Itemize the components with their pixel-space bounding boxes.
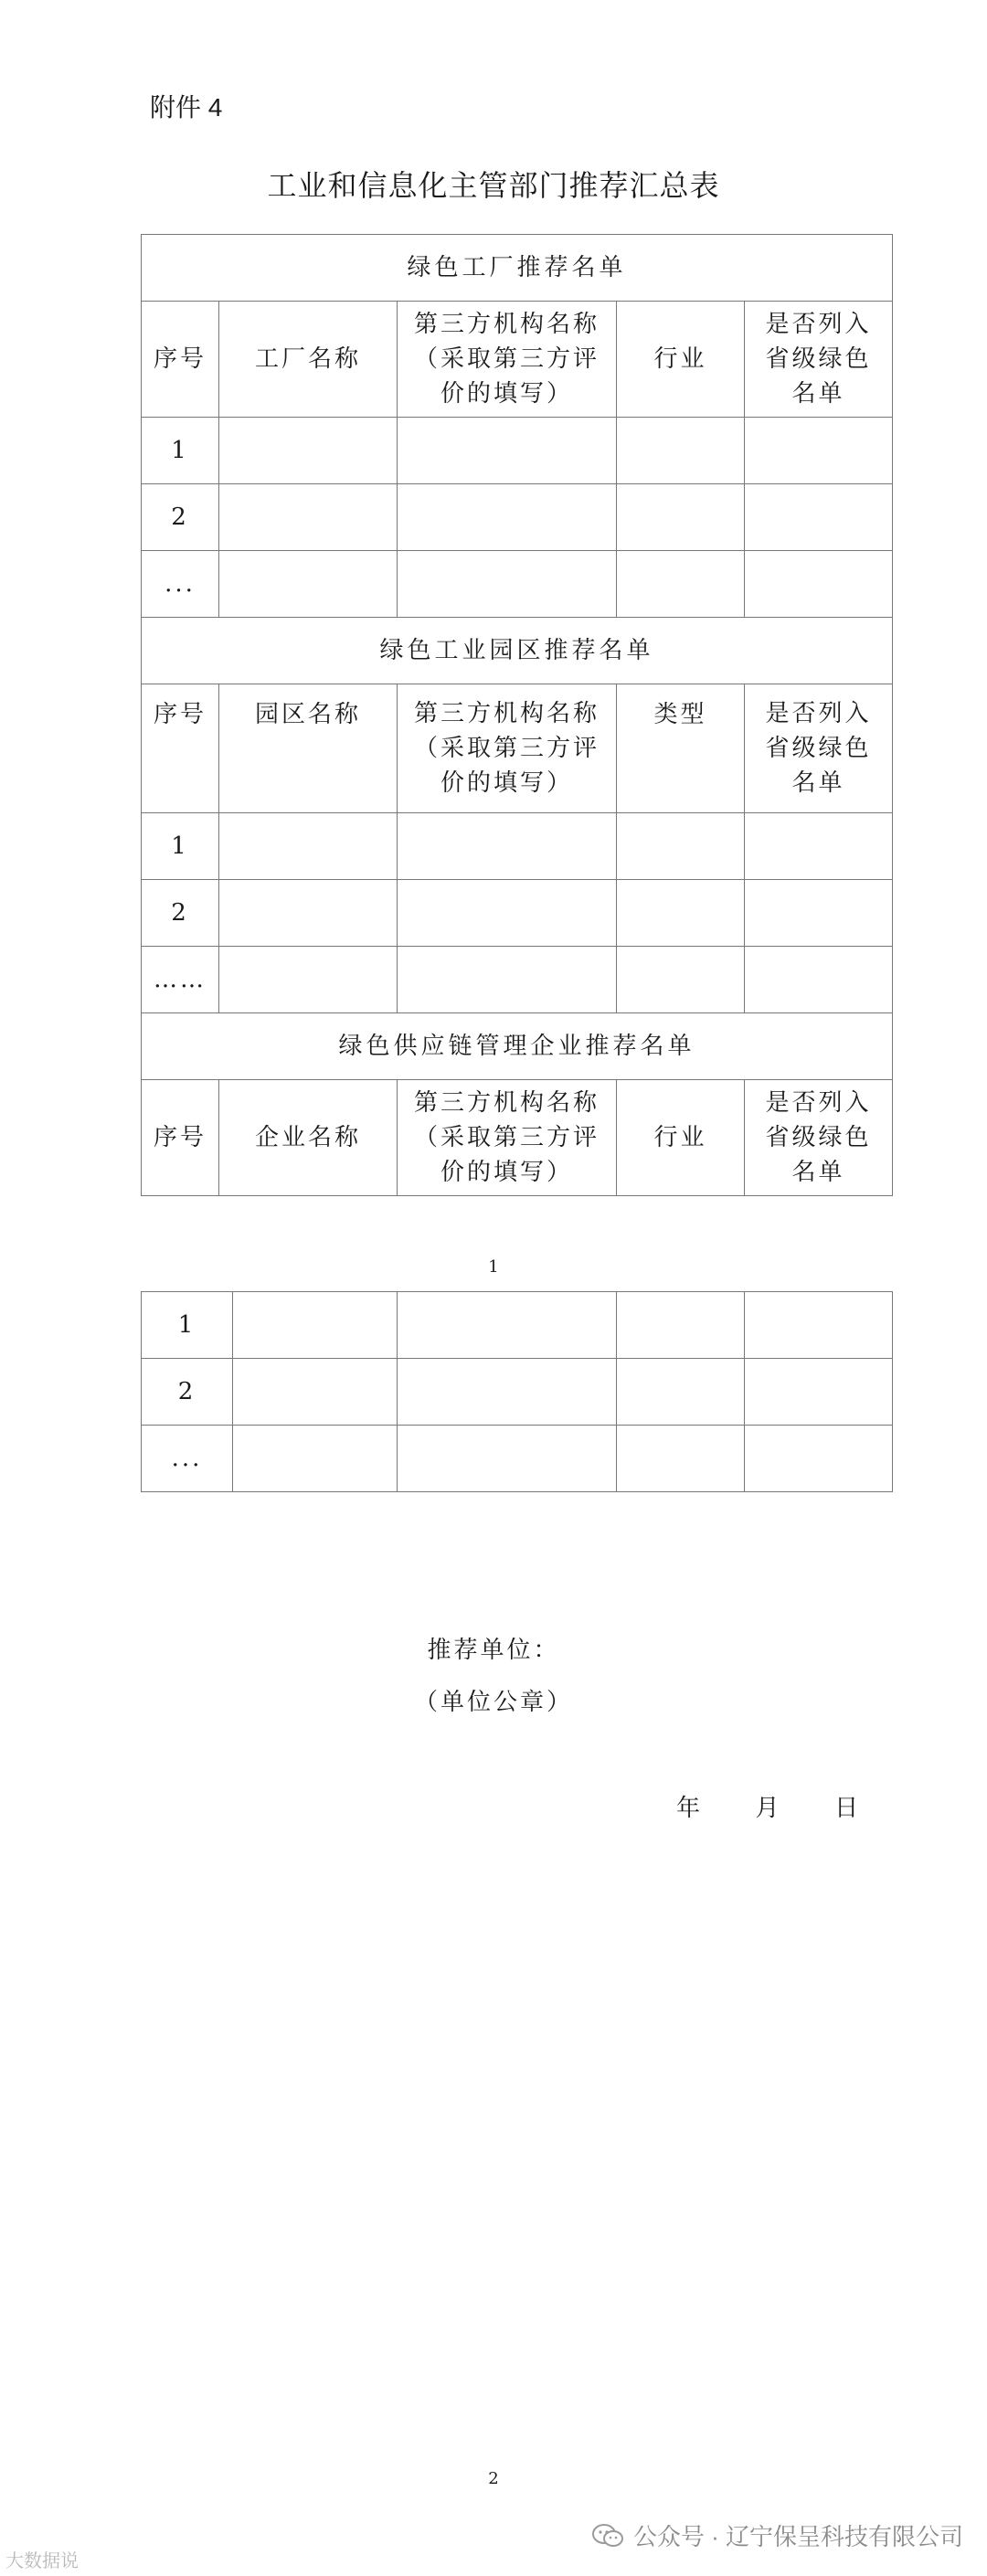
supply-chain-header-industry: 行业 [617, 1080, 745, 1196]
table-row [142, 880, 893, 947]
supply-chain-header-index: 序号 [142, 1080, 219, 1196]
header-line: 价的填写） [440, 769, 573, 797]
factory-header-row [142, 302, 893, 418]
watermark-right [591, 2518, 963, 2552]
date-line [676, 1789, 858, 1823]
table-row [142, 813, 893, 880]
table-row [142, 1292, 893, 1359]
table-row [142, 1359, 893, 1426]
factory-header-provincial [745, 302, 893, 418]
park-header-provincial [745, 684, 893, 813]
header-line: 第三方机构名称 [413, 700, 600, 727]
header-line: 省级绿色 [765, 1124, 872, 1151]
supply-chain-header-third-party [398, 1080, 617, 1196]
row-index: ... [142, 551, 219, 618]
header-line: 第三方机构名称 [413, 311, 600, 338]
supply-chain-section-row [142, 1013, 893, 1080]
header-line: 是否列入 [765, 1089, 872, 1117]
header-line: 省级绿色 [765, 345, 872, 373]
table-row [142, 1426, 893, 1492]
factory-header-third-party [398, 302, 617, 418]
recommender-label: 推荐单位： [427, 1637, 560, 1664]
header-line: 价的填写） [440, 380, 573, 408]
row-index: 2 [142, 484, 219, 551]
supply-chain-header-provincial [745, 1080, 893, 1196]
table-row [142, 551, 893, 618]
header-line: 第三方机构名称 [413, 1089, 600, 1117]
row-index: 2 [142, 1359, 233, 1426]
supply-chain-header-row [142, 1080, 893, 1196]
header-line: 名单 [791, 1159, 845, 1186]
row-index: …… [142, 947, 219, 1013]
park-header-type: 类型 [617, 684, 745, 813]
header-line: 省级绿色 [765, 735, 872, 762]
park-header-third-party [398, 684, 617, 813]
page-number: 1 [488, 1257, 499, 1277]
header-line: 名单 [791, 769, 845, 797]
header-line: 是否列入 [765, 311, 872, 338]
header-line: 价的填写） [440, 1159, 573, 1186]
header-line: （采取第三方评 [413, 735, 600, 762]
page-number: 2 [488, 2469, 499, 2488]
header-line: 是否列入 [765, 700, 872, 727]
watermark-right-text: 公众号 · 辽宁保呈科技有限公司 [632, 2523, 963, 2550]
park-header-name: 园区名称 [219, 684, 398, 813]
header-line: （采取第三方评 [413, 1124, 600, 1151]
watermark-left: 大数据说 [5, 2551, 79, 2571]
supply-chain-header-name: 企业名称 [219, 1080, 398, 1196]
park-section-title: 绿色工业园区推荐名单 [142, 618, 893, 684]
row-index: 1 [142, 1292, 233, 1359]
header-line: 名单 [791, 380, 845, 408]
table-row [142, 484, 893, 551]
park-header-row [142, 684, 893, 813]
document-title: 工业和信息化主管部门推荐汇总表 [267, 169, 720, 202]
park-section-row [142, 618, 893, 684]
factory-header-name: 工厂名称 [219, 302, 398, 418]
date-month: 月 [755, 1795, 780, 1822]
row-index: 1 [142, 813, 219, 880]
wechat-icon [591, 2523, 624, 2549]
supply-chain-section-title: 绿色供应链管理企业推荐名单 [142, 1013, 893, 1080]
header-line: （采取第三方评 [413, 345, 600, 373]
factory-section-row [142, 235, 893, 302]
recommendation-table-page1 [141, 234, 893, 1196]
table-row [142, 947, 893, 1013]
factory-header-industry: 行业 [617, 302, 745, 418]
row-index: 2 [142, 880, 219, 947]
park-header-index: 序号 [142, 684, 219, 813]
row-index: ... [142, 1426, 233, 1492]
date-day: 日 [834, 1795, 859, 1822]
recommendation-table-page2 [141, 1291, 893, 1492]
attachment-label: 附件 4 [150, 93, 223, 122]
factory-header-index: 序号 [142, 302, 219, 418]
date-year: 年 [676, 1795, 701, 1822]
factory-section-title: 绿色工厂推荐名单 [142, 235, 893, 302]
seal-label: （单位公章） [413, 1689, 573, 1716]
table-row [142, 418, 893, 484]
row-index: 1 [142, 418, 219, 484]
